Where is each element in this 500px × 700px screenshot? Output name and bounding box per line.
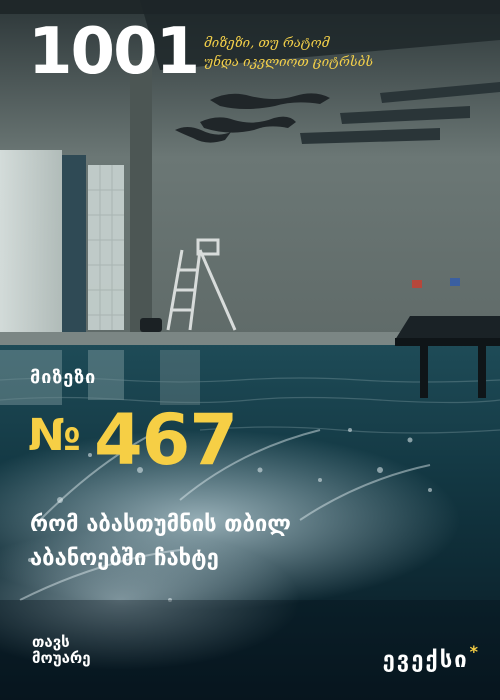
tagline-line-1: მიზეზი, თუ რატომ bbox=[204, 36, 330, 51]
headline-number: 1001 bbox=[28, 15, 199, 89]
slogan-line-1: თავს bbox=[32, 633, 70, 651]
brand-logo bbox=[383, 642, 480, 673]
tagline bbox=[204, 34, 404, 72]
number-sign: № bbox=[28, 410, 80, 461]
headline-line-1: რომ აბასთუმნის თბილ bbox=[30, 512, 291, 537]
slogan-line-2: მოუარე bbox=[32, 649, 91, 667]
reason-number bbox=[28, 399, 238, 481]
tagline-line-2: უნდა იკვლიოთ ციტრსბს bbox=[204, 55, 374, 70]
reason-headline bbox=[30, 508, 470, 576]
brand-star-icon: * bbox=[469, 642, 480, 661]
headline-line-2: აბანოებში ჩახტე bbox=[30, 546, 219, 571]
reason-label: მიზეზი bbox=[30, 367, 97, 388]
brand-name: ევექსი bbox=[382, 648, 469, 673]
slogan-logo bbox=[32, 634, 91, 666]
reason-number-value: 467 bbox=[93, 399, 238, 481]
